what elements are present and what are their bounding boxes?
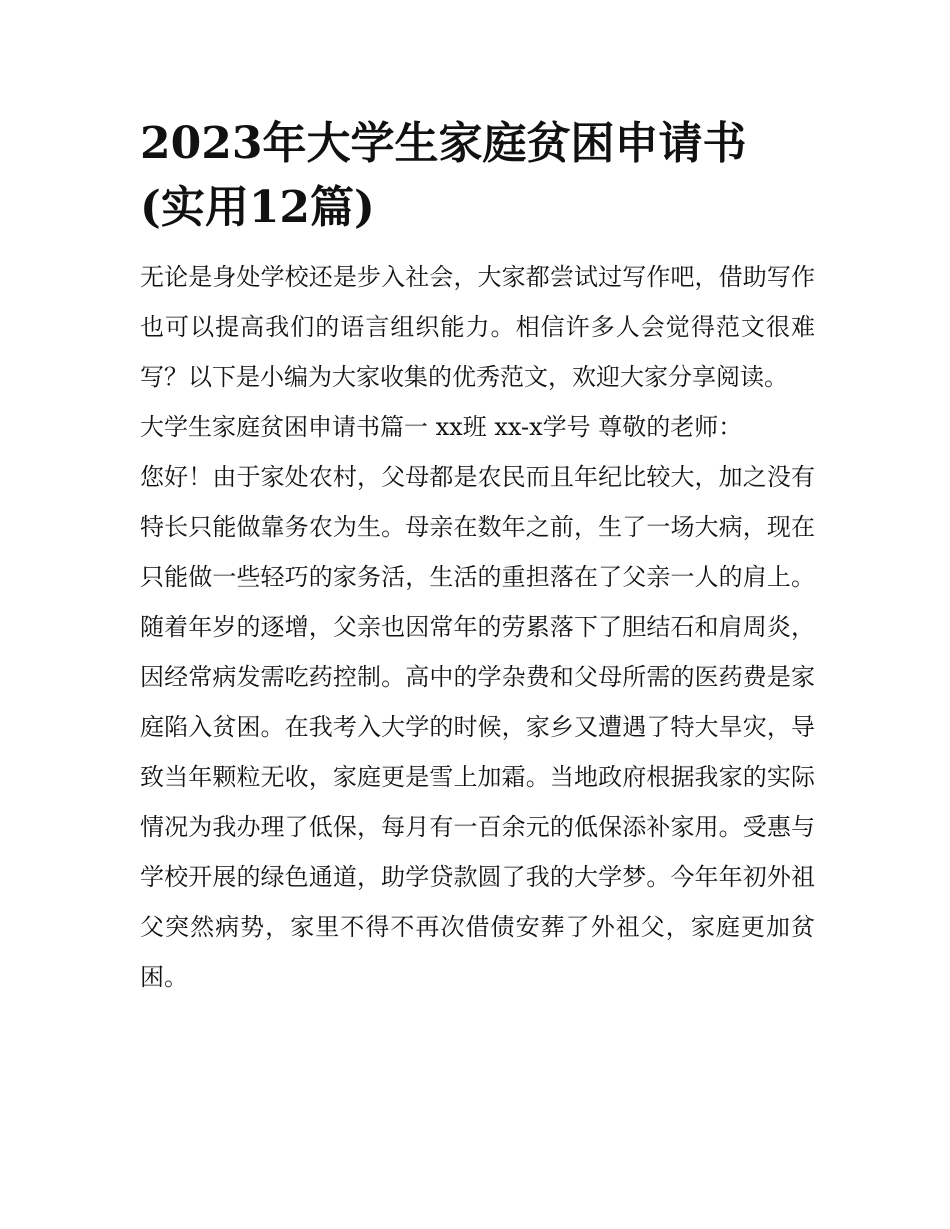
document-page xyxy=(140,112,815,1002)
document-title xyxy=(140,112,815,240)
section-heading-paragraph: 大学生家庭贫困申请书篇一 xx班 xx-x学号 尊敬的老师： xyxy=(140,413,743,441)
title-line-1: 2023年大学生家庭贫困申请书 xyxy=(140,118,747,169)
title-line-2: (实用12篇) xyxy=(140,182,375,233)
intro-paragraph: 无论是身处学校还是步入社会，大家都尝试过写作吧，借助写作也可以提高我们的语言组织能力。相信许多人会觉得范文很难写？以下是小编为大家收集的优秀范文，欢迎大家分享阅读。 xyxy=(140,263,815,391)
body-paragraph: 您好！由于家处农村，父母都是农民而且年纪比较大，加之没有特长只能做靠务农为生。母亲在数年之前，生了一场大病，现在只能做一些轻巧的家务活，生活的重担落在了父亲一人的肩上。随着年岁的逐增，父亲也因常年的劳累落下了胆结石和肩周炎，因经常病发需吃药控制。高中的学杂费和父母所需的医药费是家庭陷入贫困。在我考入大学的时候，家乡又遭遇了特大旱灾，导致当年颗粒无收，家庭更是雪上加霜。当地政府根据我家的实际情况为我办理了低保，每月有一百余元的低保添补家用。受惠与学校开展的绿色通道，助学贷款圆了我的大学梦。今年年初外祖父突然病势，家里不得不再次借债安葬了外祖父，家庭更加贫困。 xyxy=(140,463,815,991)
